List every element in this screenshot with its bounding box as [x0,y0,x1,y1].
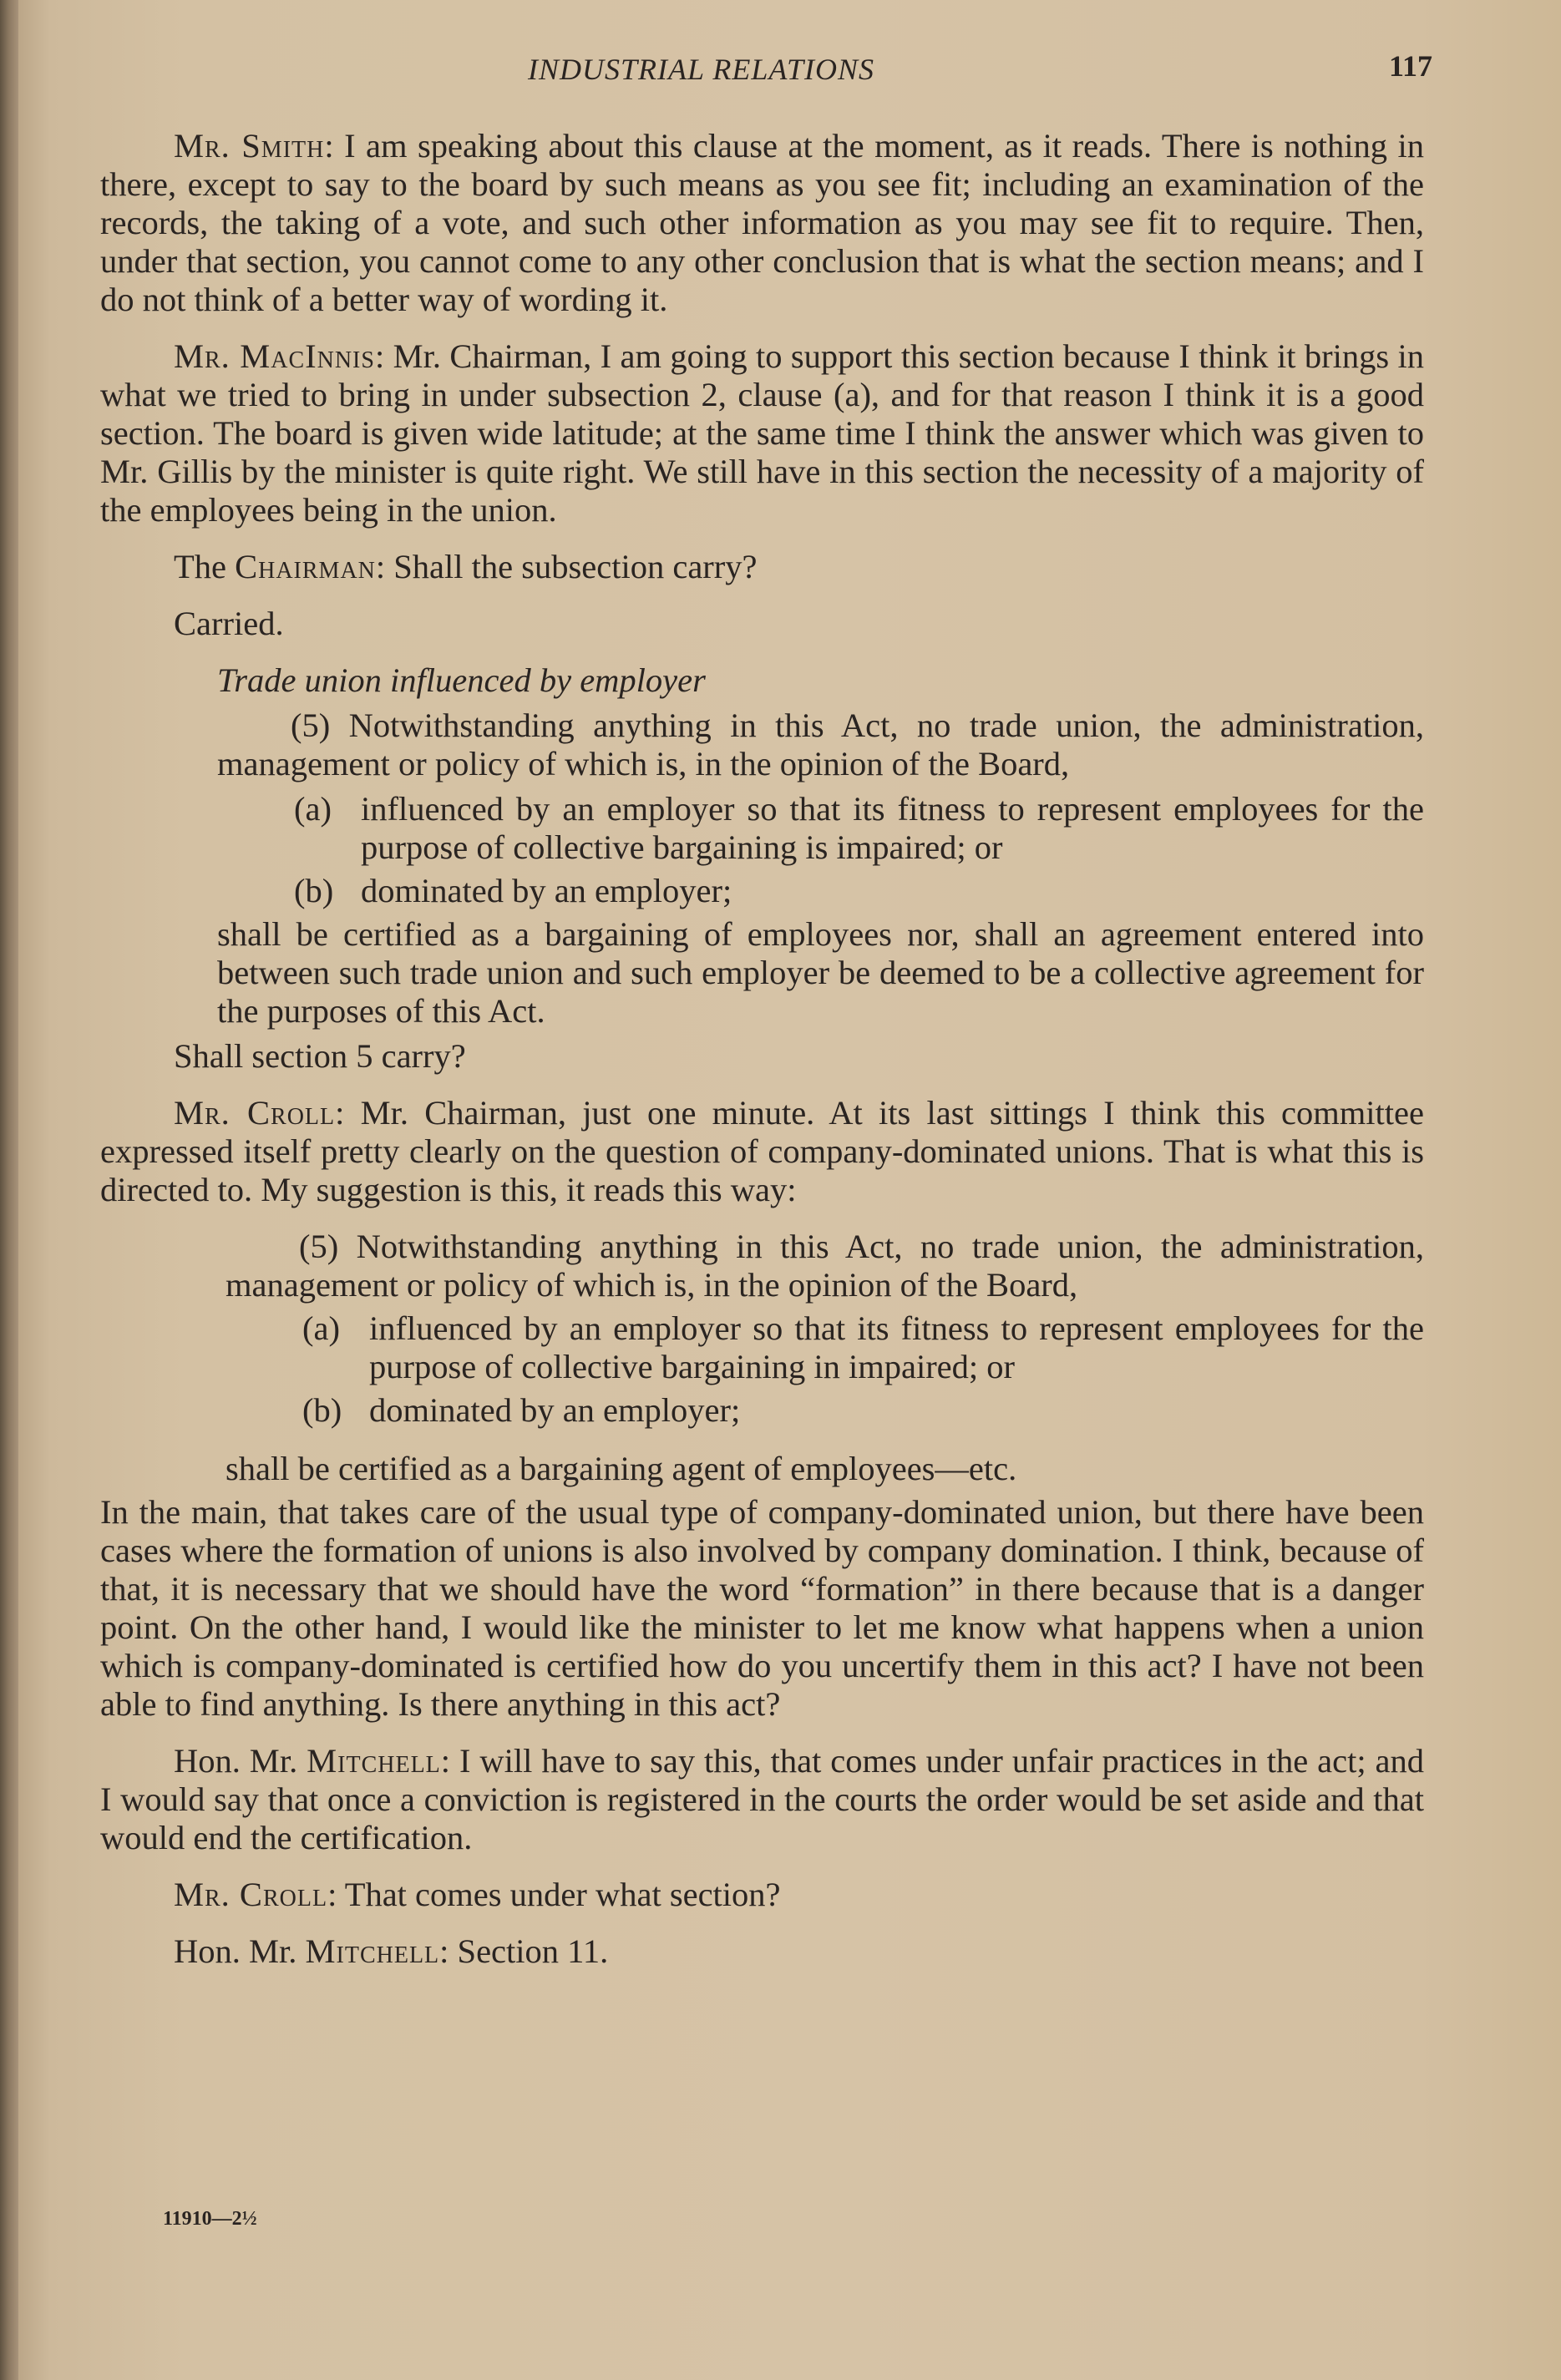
section-heading: Trade union influenced by employer [217,661,706,699]
paragraph-text: : Shall the subsection carry? [375,548,758,585]
paragraph-croll-2 [100,1876,1424,1914]
speaker-name: Chairman [235,548,376,585]
paragraph-carried: Carried. [174,605,284,642]
paragraph-mitchell-1 [100,1742,1424,1857]
speaker-name: Mitchell [305,1932,440,1970]
clause-text: influenced by an employer so that its fitness to represent employees for the purpose of collective bargaining in impaired; or [369,1309,1424,1385]
paragraph-smith [100,127,1424,319]
paragraph-text: : Mr. Chairman, I am going to support this section because I think it brings in what we tried to bring in under subsection 2, clause (a), and for that reason I think it is a good section. The board is given wide latitude; at the same time I think the answer which was given to Mr. Gillis by the minister is quite right. We still have in this section the necessity of a majority of the employees being in the union. [100,337,1425,529]
paragraph-in-the-main: In the main, that takes care of the usual type of company-dominated union, but there have been cases where the formation of unions is also involved by company domination. I think, because of that, it is necessary that we should have the word “formation” in there because that is a danger point. On the other hand, I would like the minister to let me know what happens when a union which is company-dominated is certified how do you uncertify them in this act? I have not been able to find anything. Is there anything in this act? [100,1493,1424,1723]
clause-a [294,790,1424,867]
speaker-name: Mitchell [307,1742,441,1780]
speaker-prefix: Hon. Mr. [174,1742,307,1780]
section-tail: shall be certified as a bargaining of employees nor, shall an agreement entered into between such trade union and such employer be deemed to be a collective agreement for the purposes of this Act. [217,915,1424,1030]
page-header [100,42,1432,100]
paragraph-text: : Mr. Chairman, just one minute. At its last sittings I think this committee expressed itself pretty clearly on the question of company-dominated unions. That is what this is directed to. My suggestion is this, it reads this way: [100,1094,1424,1208]
paragraph-text: : Section 11. [439,1932,609,1970]
speaker-name: Mr. Croll [174,1094,336,1132]
printer-code: 11910—2½ [163,2208,257,2230]
speaker-prefix: Hon. Mr. [174,1932,306,1970]
quote-clause-a [302,1309,1424,1386]
clause-label: (b) [294,872,334,909]
speaker-name: Mr. Smith [174,127,325,165]
book-binding-edge [0,0,18,2380]
clause-label: (a) [302,1309,340,1347]
section-intro: (5) Notwithstanding anything in this Act, no trade union, the administration, management or policy of which is, in the opinion of the Board, [217,706,1424,782]
speaker-prefix: The [174,548,236,585]
clause-text: dominated by an employer; [361,872,732,909]
paragraph-text: : I am speaking about this clause at the moment, as it reads. There is nothing in there, except to say to the board by such means as you see fit; including an examination of the records, the taking of a vote, and such other information as you may see fit to require. Then, under that section, you cannot come to any other conclusion that is what the section means; and I do not think of a better way of wording it. [100,127,1424,318]
quote-tail: shall be certified as a bargaining agent of employees—etc. [226,1450,1017,1487]
speaker-name: Mr. Croll [174,1876,328,1913]
running-head: INDUSTRIAL RELATIONS [528,53,875,86]
quoted-section [226,1228,1424,1488]
section-5-text [217,706,1424,1030]
paragraph-croll [100,1094,1424,1209]
page-content [100,42,1432,1989]
speaker-name: Mr. MacInnis [174,337,375,375]
clause-label: (a) [294,790,332,828]
paragraph-text: : I will have to say this, that comes under unfair practices in the act; and I would say that once a conviction is registered in the courts the order would be set aside and that would end the certification. [100,1742,1424,1856]
paragraph-mitchell-2 [100,1932,1424,1971]
paragraph-shall-section-carry: Shall section 5 carry? [174,1037,466,1075]
quote-clause-b [302,1391,1424,1430]
clause-text: dominated by an employer; [369,1391,741,1429]
paragraph-chairman [100,548,1424,586]
clause-text: influenced by an employer so that its fitness to represent employees for the purpose of collective bargaining is impaired; or [361,790,1424,866]
paragraph-text: : That comes under what section? [327,1876,781,1913]
paragraph-macinnis [100,337,1424,529]
clause-label: (b) [302,1391,342,1429]
quote-intro: (5) Notwithstanding anything in this Act, no trade union, the administration, management or policy of which is, in the opinion of the Board, [226,1228,1424,1304]
clause-b [294,872,1424,910]
page-number: 117 [1388,49,1432,83]
